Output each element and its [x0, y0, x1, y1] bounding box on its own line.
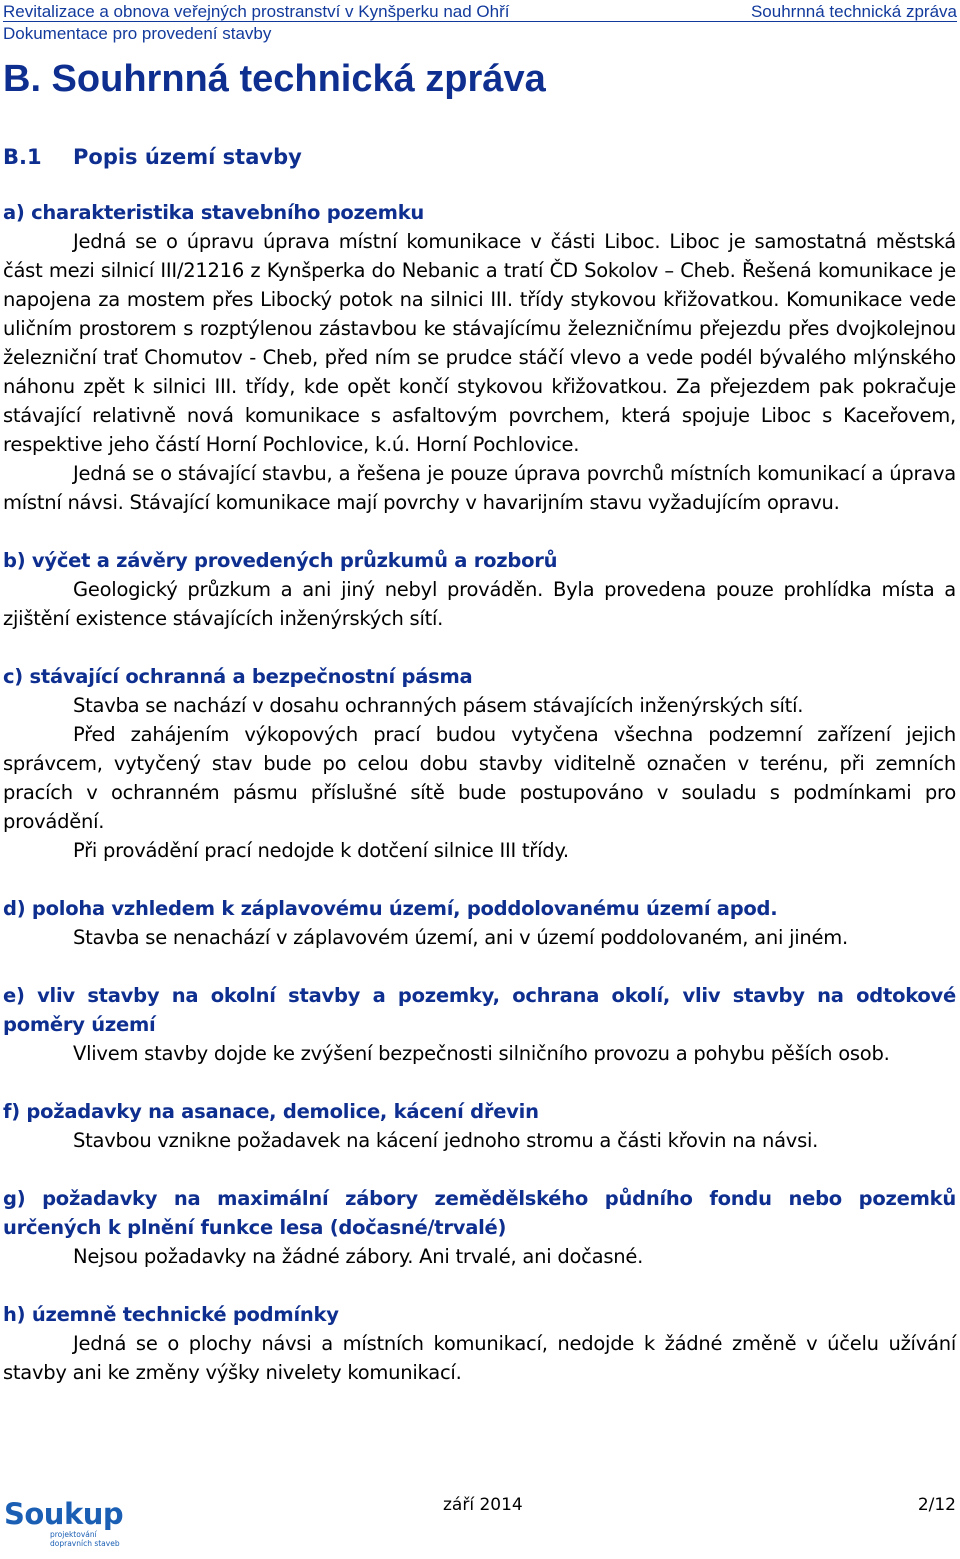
- subsection: [3, 662, 956, 865]
- paragraph: Stavbou vznikne požadavek na kácení jednoho stromu a části křovin na návsi.: [73, 1129, 819, 1152]
- section-title-text: Popis území stavby: [73, 145, 302, 169]
- subsection-heading: f) požadavky na asanace, demolice, kácení dřevin: [3, 1100, 539, 1123]
- subsection-heading: e) vliv stavby na okolní stavby a pozemky, ochrana okolí, vliv stavby na odtokové poměry území: [3, 984, 956, 1036]
- company-logo: [4, 1497, 124, 1548]
- footer-date: září 2014: [443, 1495, 523, 1515]
- page-footer: [0, 1488, 960, 1559]
- paragraph: Při provádění prací nedojde k dotčení silnice III třídy.: [73, 839, 569, 862]
- subsection: [3, 981, 956, 1068]
- subsection-heading: g) požadavky na maximální zábory zemědělského půdního fondu nebo pozemků určených k plnění funkce lesa (dočasné/trvalé): [3, 1187, 956, 1239]
- section-title: [3, 142, 302, 172]
- subsection: [3, 894, 956, 952]
- logo-wordmark: Soukup: [4, 1497, 124, 1531]
- paragraph: Jedná se o úpravu úprava místní komunikace v části Liboc. Liboc je samostatná městská část mezi silnicí III/21216 z Kynšperka do Nebanic a tratí ČD Sokolov – Cheb. Řešená komunikace je napojena za mostem přes Libocký potok na silnici III. třídy stykovou křižovatkou. Komunikace vede uličním prostorem s rozptýlenou zástavbou ke stávajícímu železničnímu přejezdu přes dvojkolejnou železniční trať Chomutov - Cheb, před ním se prudce stáčí vlevo a vede podél bývalého mlýnského náhonu zpět k silnici III. třídy, kde opět končí stykovou křižovatkou. Za přejezdem pak pokračuje stávající relativně nová komunikace s asfaltovým povrchem, která spojuje Liboc s Kaceřovem, respektive jeho částí Horní Pochlovice, k.ú. Horní Pochlovice.: [3, 230, 956, 456]
- running-header: [3, 1, 957, 45]
- logo-tagline: projektování dopravních staveb: [50, 1530, 120, 1548]
- subsection-heading: a) charakteristika stavebního pozemku: [3, 201, 425, 224]
- section-number: B.1: [3, 145, 42, 169]
- paragraph: Nejsou požadavky na žádné zábory. Ani trvalé, ani dočasné.: [73, 1245, 644, 1268]
- paragraph: Stavba se nachází v dosahu ochranných pásem stávajících inženýrských sítí.: [73, 694, 804, 717]
- paragraph: Stavba se nenachází v záplavovém území, ani v území poddolovaném, ani jiném.: [73, 926, 848, 949]
- paragraph: Před zahájením výkopových prací budou vytyčena všechna podzemní zařízení jejich správcem, vytyčený stav bude po celou dobu stavby viditelně označen v terénu, při zemních pracích v ochranném pásmu příslušné sítě bude postupováno v souladu s podmínkami pro provádění.: [3, 723, 956, 833]
- paragraph: Jedná se o stávající stavbu, a řešena je pouze úprava povrchů místních komunikací a úprava místní návsi. Stávající komunikace mají povrchy v havarijním stavu vyžadujícím opravu.: [3, 462, 956, 514]
- header-doc-type: Souhrnná technická zpráva: [750, 2, 957, 21]
- subsection: [3, 546, 956, 633]
- subsection: [3, 1300, 956, 1387]
- subsection: [3, 1184, 956, 1271]
- header-phase: Dokumentace pro provedení stavby: [3, 24, 272, 43]
- document-body: [3, 198, 956, 1387]
- paragraph: Jedná se o plochy návsi a místních komunikací, nedojde k žádné změně v účelu užívání stavby ani ke změny výšky nivelety komunikací.: [3, 1332, 956, 1384]
- header-divider: [3, 21, 957, 22]
- subsection-heading: c) stávající ochranná a bezpečnostní pásma: [3, 665, 473, 688]
- header-project-title: Revitalizace a obnova veřejných prostranství v Kynšperku nad Ohří: [3, 2, 510, 21]
- subsection: [3, 1097, 956, 1155]
- subsection-heading: h) územně technické podmínky: [3, 1303, 339, 1326]
- document-title: B. Souhrnná technická zpráva: [3, 58, 546, 100]
- paragraph: Vlivem stavby dojde ke zvýšení bezpečnosti silničního provozu a pohybu pěších osob.: [73, 1042, 890, 1065]
- subsection: [3, 198, 956, 517]
- page-number: 2/12: [917, 1495, 956, 1515]
- paragraph: Geologický průzkum a ani jiný nebyl prováděn. Byla provedena pouze prohlídka místa a zjištění existence stávajících inženýrských sítí.: [3, 578, 956, 630]
- subsection-heading: d) poloha vzhledem k záplavovému území, poddolovanému území apod.: [3, 897, 778, 920]
- subsection-heading: b) výčet a závěry provedených průzkumů a rozborů: [3, 549, 558, 572]
